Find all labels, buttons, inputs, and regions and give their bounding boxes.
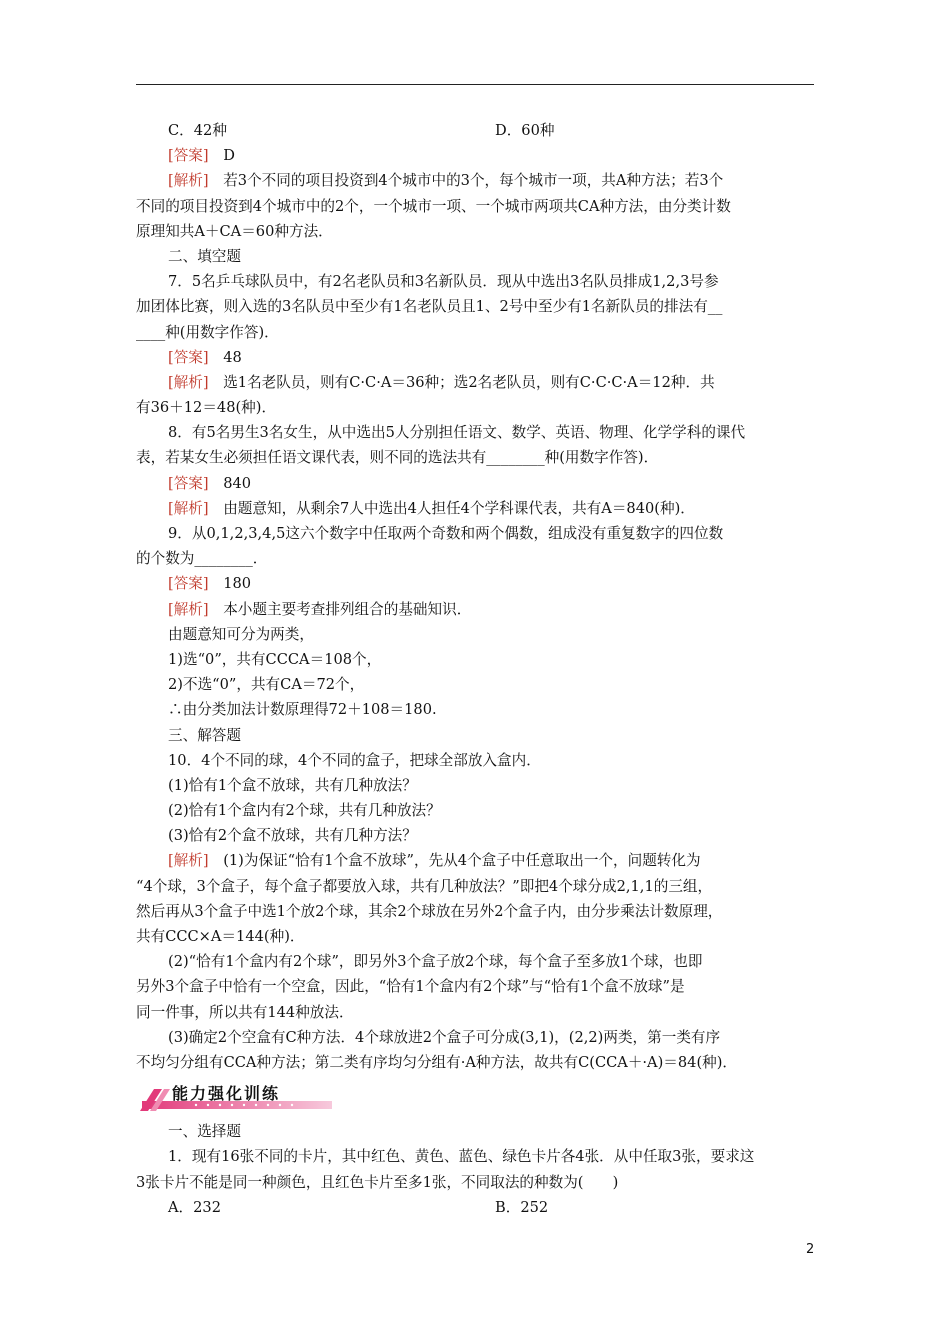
header-rule xyxy=(136,84,814,85)
answer-value: 180 xyxy=(223,575,252,593)
analysis-line xyxy=(136,370,814,395)
answer-line xyxy=(136,143,814,168)
option-row xyxy=(136,118,814,143)
text-line: 3张卡片不能是同一种颜色，且红色卡片至多1张，不同取法的种数为( ) xyxy=(136,1173,619,1191)
answer-tag: [答案] xyxy=(168,348,209,366)
text-line: 1)选“0”，共有CCCA＝108个， xyxy=(168,650,382,668)
section-heading: 一、选择题 xyxy=(168,1123,241,1141)
text-line: 2)不选“0”，共有CA＝72个， xyxy=(168,676,365,694)
sub-question: (2)恰有1个盒内有2个球，共有几种放法？ xyxy=(168,802,441,820)
analysis-line xyxy=(136,496,814,521)
section-heading: 二、填空题 xyxy=(168,247,241,265)
text-line: 加团体比赛，则入选的3名队员中至少有1名老队员且1、2号中至少有1名新队员的排法有__ xyxy=(136,298,723,316)
analysis-tag: [解析] xyxy=(168,373,209,391)
sub-question: (3)恰有2个盒不放球，共有几种方法？ xyxy=(168,827,417,845)
text-line: (2)“恰有1个盒内有2个球”，即另外3个盒子放2个球，每个盒子至多放1个球，也即 xyxy=(168,953,703,971)
analysis-line xyxy=(136,848,814,873)
page-number: 2 xyxy=(806,1242,815,1257)
question-text: 7．5名乒乓球队员中，有2名老队员和3名新队员．现从中选出3名队员排成1,2,3号参 xyxy=(168,273,719,291)
analysis-tag: [解析] xyxy=(168,600,209,618)
text-line: 由题意知可分为两类， xyxy=(168,625,314,643)
answer-value: 840 xyxy=(223,474,252,492)
analysis-text: 选1名老队员，则有C·C·A＝36种；选2名老队员，则有C·C·C·A＝12种．共 xyxy=(223,373,715,391)
text-line: 表，若某女生必须担任语文课代表，则不同的选法共有________种(用数字作答)． xyxy=(136,449,659,467)
option-c: C．42种 xyxy=(168,122,227,139)
text-line: 然后再从3个盒子中选1个放2个球，其余2个球放在另外2个盒子内，由分步乘法计数原理， xyxy=(136,902,723,920)
analysis-text: 由题意知，从剩余7人中选出4人担任4个学科课代表，共有A＝840(种)． xyxy=(223,499,695,517)
answer-tag: [答案] xyxy=(168,147,209,165)
analysis-line xyxy=(136,597,814,622)
text-line: 共有CCC×A＝144(种)． xyxy=(136,928,305,945)
option-row xyxy=(136,1195,814,1220)
answer-line xyxy=(136,471,814,496)
text-line: 另外3个盒子中恰有一个空盒，因此，“恰有1个盒内有2个球”与“恰有1个盒不放球”是 xyxy=(136,978,685,996)
sub-question: (1)恰有1个盒不放球，共有几种放法？ xyxy=(168,776,417,794)
page-body xyxy=(136,118,814,1220)
text-line: 不均匀分组有CCA种方法；第二类有序均匀分组有·A种方法，故共有C(CCA＋·A)＝84(种)． xyxy=(136,1053,738,1071)
answer-line xyxy=(136,345,814,370)
question-text: 8．有5名男生3名女生，从中选出5人分别担任语文、数学、英语、物理、化学学科的课代 xyxy=(168,424,746,442)
text-line: 同一件事，所以共有144种放法． xyxy=(136,1003,354,1021)
question-text: 1．现有16张不同的卡片，其中红色、黄色、蓝色、绿色卡片各4张．从中任取3张，要求这 xyxy=(168,1148,755,1166)
question-text: 9．从0,1,2,3,4,5这六个数字中任取两个奇数和两个偶数，组成没有重复数字的四位数 xyxy=(168,525,724,542)
answer-line xyxy=(136,571,814,596)
analysis-text: (1)为保证“恰有1个盒不放球”，先从4个盒子中任意取出一个，问题转化为 xyxy=(223,852,701,870)
text-line: 原理知共A＋CA＝60种方法． xyxy=(136,222,333,240)
answer-value: 48 xyxy=(223,348,242,366)
text-line: 不同的项目投资到4个城市中的2个，一个城市一项、一个城市两项共CA种方法，由分类计数 xyxy=(136,197,731,215)
answer-tag: [答案] xyxy=(168,575,209,593)
question-text: 10．4个不同的球，4个不同的盒子，把球全部放入盒内． xyxy=(168,751,541,769)
analysis-tag: [解析] xyxy=(168,852,209,870)
analysis-tag: [解析] xyxy=(168,172,209,190)
text-line: ∴由分类加法计数原理得72＋108＝180. xyxy=(168,701,437,719)
text-line: 有36＋12＝48(种)． xyxy=(136,399,277,417)
answer-tag: [答案] xyxy=(168,474,209,492)
banner-title: 能力强化训练 xyxy=(172,1084,281,1104)
text-line: ____种(用数字作答)． xyxy=(136,323,279,341)
analysis-text: 若3个不同的项目投资到4个城市中的3个，每个城市一项，共A种方法；若3个 xyxy=(223,172,724,190)
section-banner xyxy=(136,1077,814,1117)
option-b: B．252 xyxy=(495,1198,549,1216)
analysis-tag: [解析] xyxy=(168,499,209,517)
text-line: (3)确定2个空盒有C种方法．4个球放进2个盒子可分成(3,1)，(2,2)两类，第一类有序 xyxy=(168,1028,721,1046)
option-d: D．60种 xyxy=(495,122,555,139)
text-line: “4个球，3个盒子，每个盒子都要放入球，共有几种放法？”即把4个球分成2,1,1的三组， xyxy=(136,877,713,895)
analysis-text: 本小题主要考查排列组合的基础知识． xyxy=(223,600,472,618)
text-line: 的个数为________． xyxy=(136,550,268,568)
answer-value: D xyxy=(223,147,235,165)
analysis-line xyxy=(136,168,814,193)
option-a: A．232 xyxy=(168,1198,221,1216)
section-heading: 三、解答题 xyxy=(168,726,241,744)
